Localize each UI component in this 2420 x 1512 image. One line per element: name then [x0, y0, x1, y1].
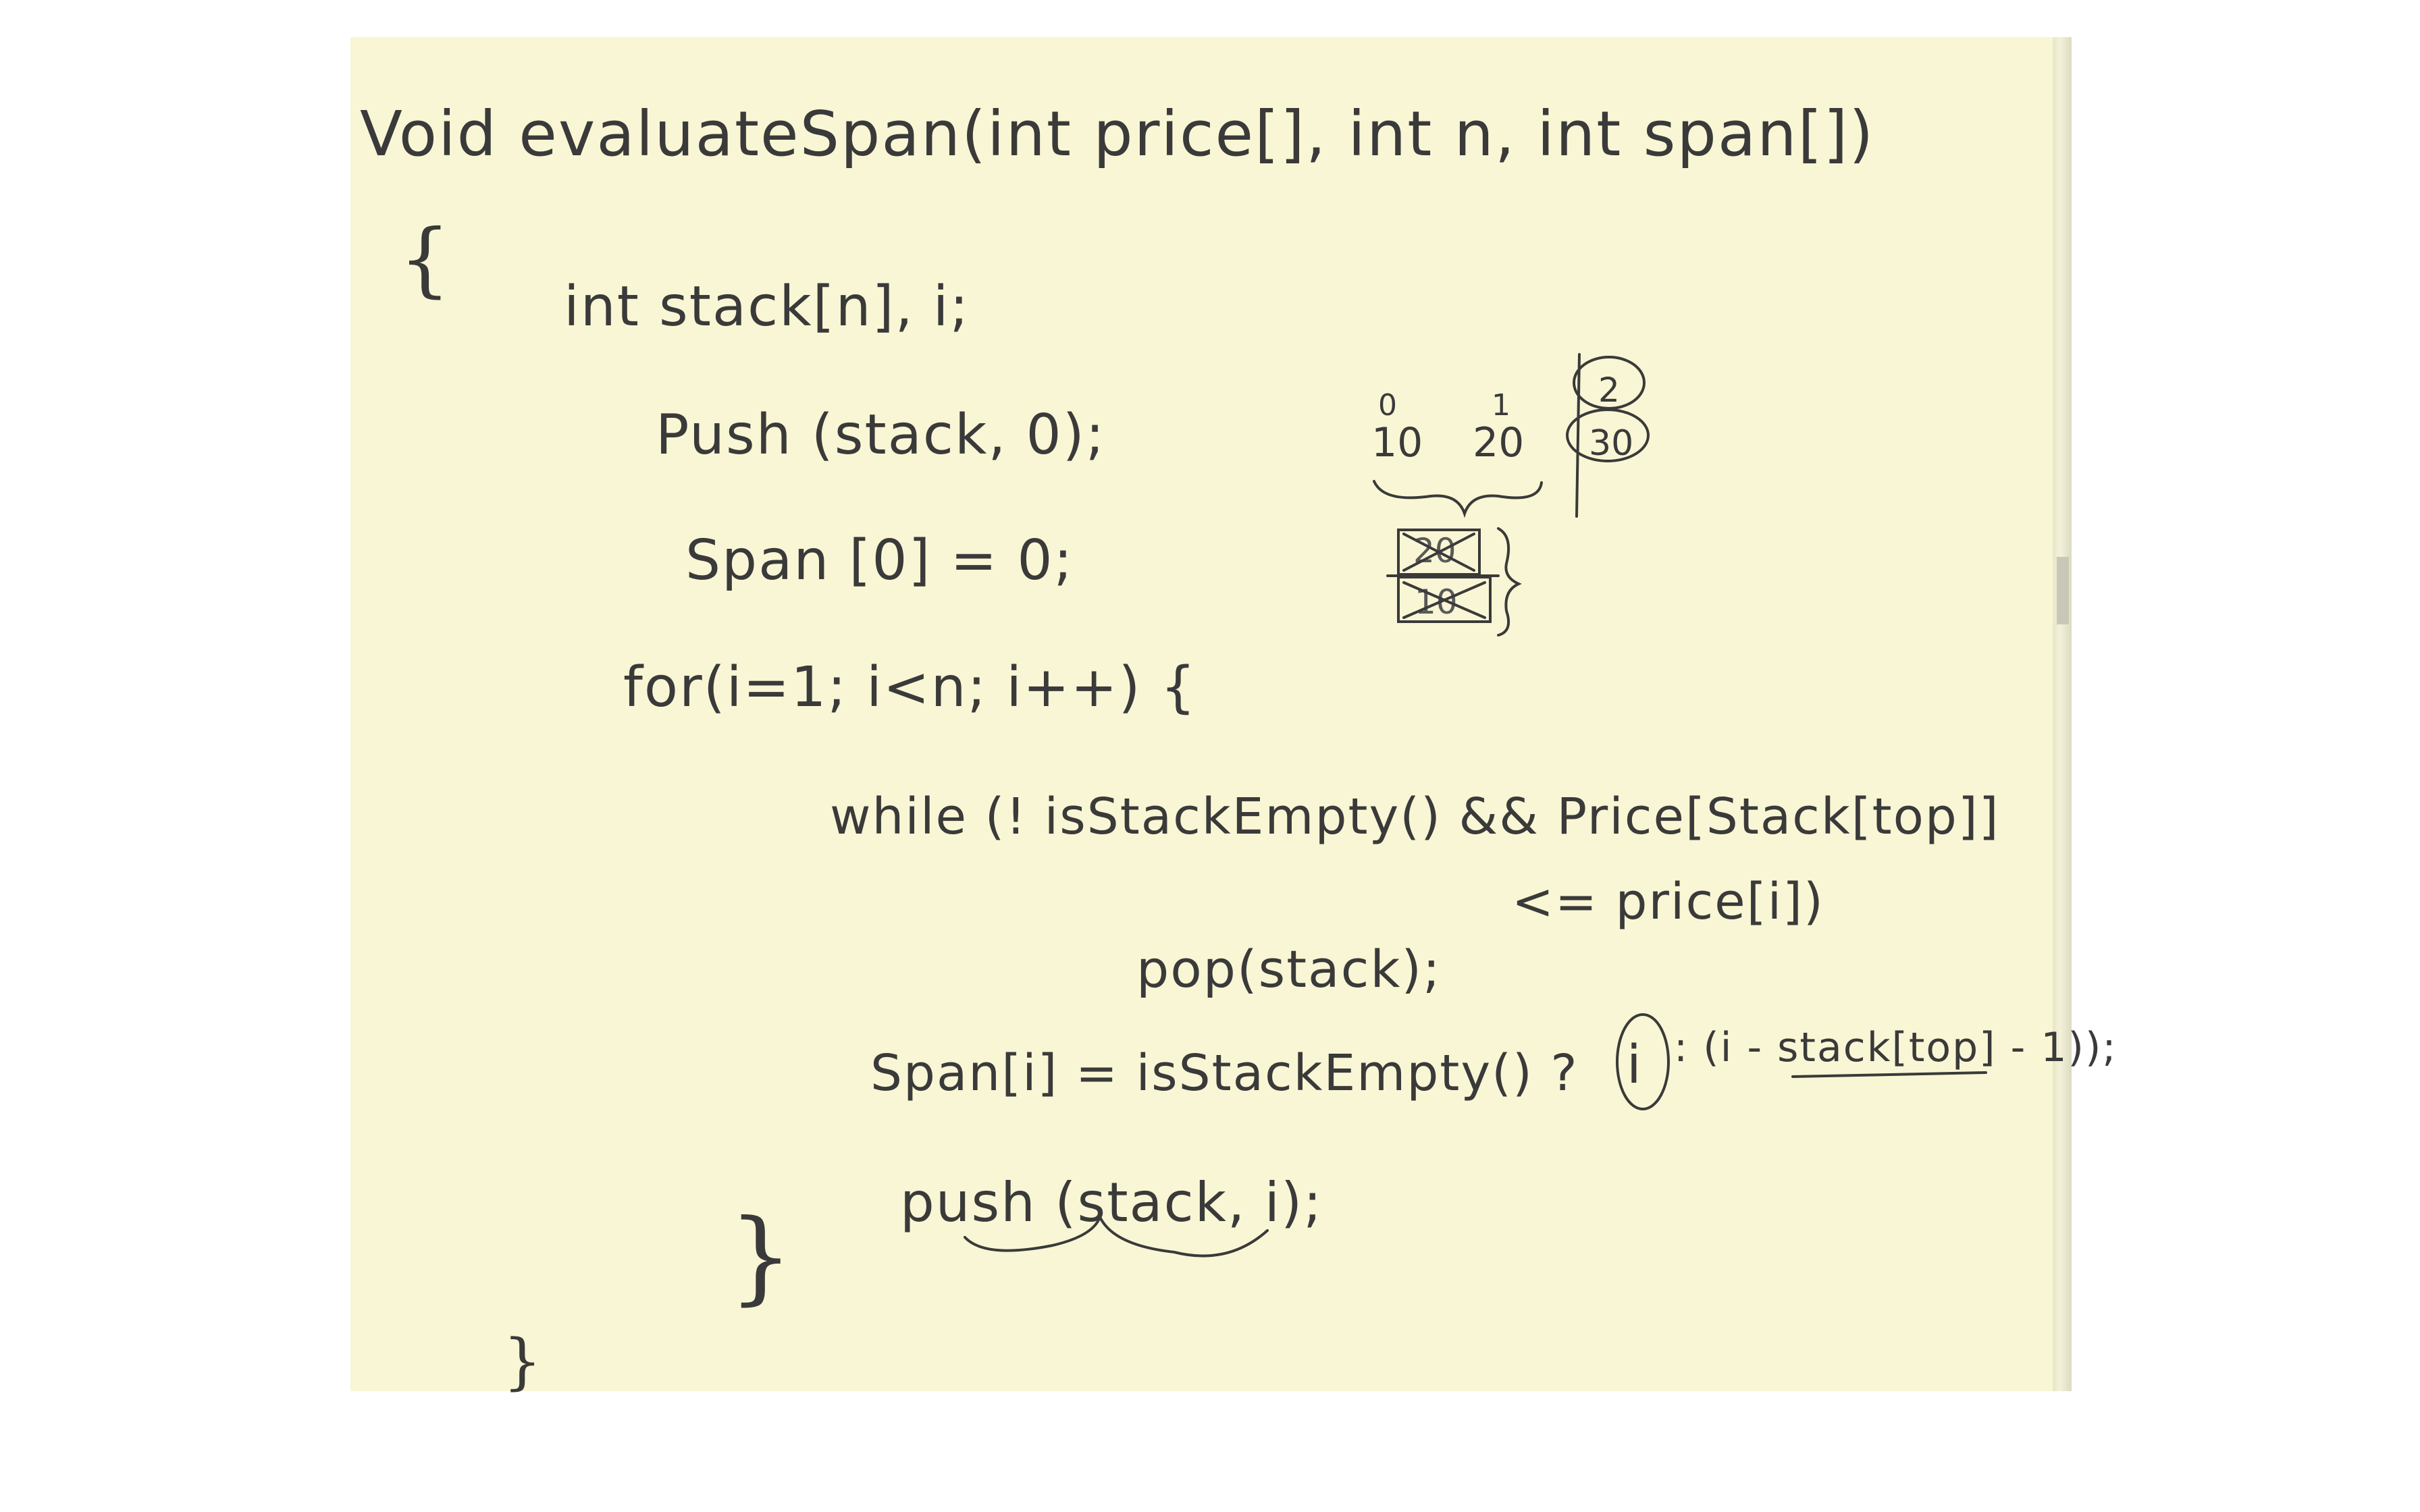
circle-i — [1617, 1015, 1668, 1109]
span-assign-circled-i: i — [1627, 1035, 1643, 1096]
stack-cell-top: 20 — [1413, 531, 1456, 570]
push-in-loop: push (stack, i); — [900, 1171, 1323, 1234]
divider-line — [1577, 354, 1579, 516]
span-assign-left: Span[i] = isStackEmpty() ? — [870, 1044, 1579, 1102]
function-close-brace: } — [503, 1326, 542, 1397]
whiteboard — [350, 37, 2118, 1397]
stack-cell-bottom: 10 — [1415, 583, 1458, 622]
function-signature: Void evaluateSpan(int price[], int n, int span[]) — [360, 98, 1875, 170]
underbrace-push — [965, 1217, 1267, 1256]
for-loop-header: for(i=1; i<n; i++) { — [623, 655, 1197, 720]
span-assign-right: : (i - stack[top] - 1)); — [1674, 1024, 2118, 1071]
circle-2 — [1574, 357, 1644, 408]
ink-marks — [350, 37, 2072, 1391]
index-1: 1 — [1492, 388, 1510, 423]
circled-30: 30 — [1589, 423, 1634, 464]
while-condition-continued: <= price[i]) — [1512, 873, 1824, 931]
circled-2: 2 — [1598, 371, 1620, 410]
value-10: 10 — [1371, 419, 1423, 466]
index-0: 0 — [1378, 388, 1397, 423]
function-open-brace: { — [399, 213, 451, 306]
value-20: 20 — [1473, 419, 1525, 466]
stack-declaration: int stack[n], i; — [564, 275, 970, 339]
underbrace-values — [1374, 481, 1542, 514]
stack-side-brace — [1498, 529, 1519, 635]
pop-statement: pop(stack); — [1136, 939, 1442, 999]
push-initial: Push (stack, 0); — [656, 403, 1106, 467]
underline-stack-top — [1793, 1073, 1986, 1077]
span-initial: Span [0] = 0; — [685, 529, 1074, 593]
for-close-brace: } — [729, 1198, 793, 1316]
while-condition: while (! isStackEmpty() && Price[Stack[top]] — [830, 788, 2000, 846]
